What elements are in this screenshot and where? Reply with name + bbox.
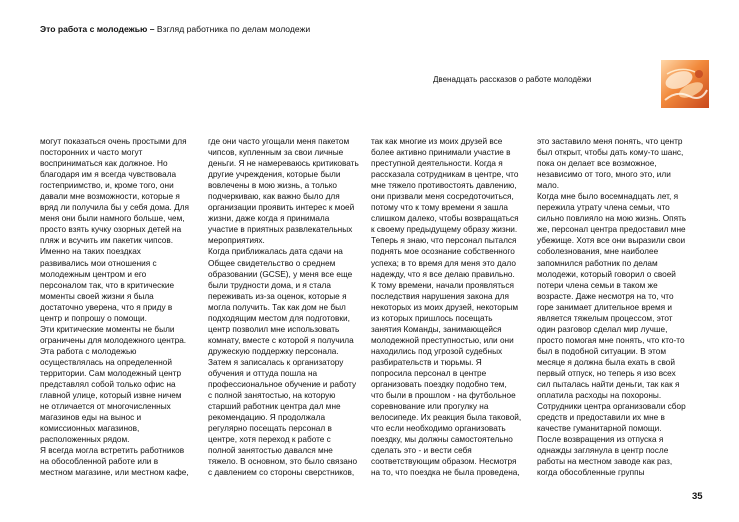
text-line: Когда приближалась дата сдачи на bbox=[208, 247, 343, 257]
text-line: находились под угрозой судебных bbox=[371, 346, 503, 356]
text-line: Эти критические моменты не были bbox=[40, 324, 175, 334]
text-line: подходящим местом для подготовки, bbox=[208, 313, 350, 323]
text-line: восприниматься как должное. Но bbox=[40, 159, 168, 169]
text-line: некоторых из моих друзей, некоторым bbox=[371, 302, 519, 312]
text-line: пока он делает все возможное, bbox=[537, 159, 657, 169]
text-line: просто помогая мне понять, что кто-то bbox=[537, 335, 685, 345]
text-line: пережила утрату члена семьи, что bbox=[537, 203, 670, 213]
text-line: соревнование или прогулку на bbox=[371, 402, 489, 412]
text-line: сильно повлияло на мою жизнь. Опять bbox=[537, 214, 687, 224]
text-line: был в подобной ситуации. В этом bbox=[537, 346, 667, 356]
page-number: 35 bbox=[692, 491, 703, 502]
text-column-3 bbox=[371, 136, 521, 478]
header-title: Это работа с молодежью – bbox=[40, 24, 155, 34]
text-line: организовать поездку подобно тем, bbox=[371, 380, 507, 390]
text-line: запомнился работник по делам bbox=[537, 258, 658, 268]
header-subtitle: Взгляд работника по делам молодежи bbox=[156, 24, 311, 34]
text-line: После возвращения из отпуска я bbox=[537, 435, 664, 445]
text-line: центр позволил мне использовать bbox=[208, 324, 340, 334]
text-line: тяжело. В основном, это было связано bbox=[208, 457, 358, 467]
text-line: к своему предыдущему образу жизни. bbox=[371, 225, 518, 235]
text-line: К тому времени, начали проявляться bbox=[371, 280, 514, 290]
text-line: просто взять кучку озорных детей на bbox=[40, 225, 182, 235]
text-line: Теперь я знаю, что персонал пытался bbox=[371, 236, 517, 246]
text-line: работы на местном заводе как раз, bbox=[537, 457, 673, 467]
text-line: на обособленной работе или в bbox=[40, 457, 159, 467]
text-line: первый отпуск, но теперь я изо всех bbox=[537, 368, 676, 378]
text-line: качестве гуманитарной помощи. bbox=[537, 424, 662, 434]
text-line: из которых пришлось посещать bbox=[371, 313, 493, 323]
text-line: когда обособленные группы bbox=[537, 468, 645, 478]
text-line: вряд ли получила бы у себя дома. Для bbox=[40, 203, 189, 213]
text-line: поездку, мы должны самостоятельно bbox=[371, 435, 513, 445]
text-line: ограничены для молодежного центра. bbox=[40, 335, 187, 345]
text-line: молодежным центром и его bbox=[40, 269, 147, 279]
text-line: поднять мое осознание собственного bbox=[371, 247, 515, 257]
text-line: Когда мне было восемнадцать лет, я bbox=[537, 192, 679, 202]
text-line: занятия Команды, занимающейся bbox=[371, 324, 502, 334]
text-line: вовлечены в мою жизнь, а только bbox=[208, 181, 338, 191]
text-line: расположенных рядом. bbox=[40, 435, 130, 445]
text-column-1 bbox=[40, 136, 189, 478]
text-line: представлял собой только офис на bbox=[40, 380, 176, 390]
text-line: организации проявить интерес к моей bbox=[208, 203, 355, 213]
text-line: что если необходимо организовать bbox=[371, 424, 506, 434]
text-line: они призвали меня сосредоточиться, bbox=[371, 192, 514, 202]
text-line: Эта работа с молодежью bbox=[40, 346, 137, 356]
text-line: был открыт, чтобы дать кому-то шанс, bbox=[537, 148, 684, 158]
section-title: Двенадцать рассказов о работе молодёжи bbox=[433, 75, 592, 84]
text-line: магазинов еды на вынос и bbox=[40, 413, 142, 423]
text-line: не отличается от многочисленных bbox=[40, 402, 171, 412]
text-line: благодаря им я всегда чувствовала bbox=[40, 170, 177, 180]
text-line: мне тяжело противостоять давлению, bbox=[371, 181, 517, 191]
text-line: центре, хотя переход к работе с bbox=[208, 435, 331, 445]
text-line: Затем я записалась к организатору bbox=[208, 357, 344, 367]
text-line: независимо от того, много это, или bbox=[537, 170, 671, 180]
text-line: соответствующим образом. Несмотря bbox=[371, 457, 517, 467]
text-line: местном магазине, или местном кафе, bbox=[40, 468, 189, 478]
text-line: обучения и оттуда пошла на bbox=[208, 368, 318, 378]
text-line: велосипеде. Их реакция была таковой, bbox=[371, 413, 522, 423]
text-line: осуществлялась на определенной bbox=[40, 357, 172, 367]
text-line: жизни, даже когда я принимала bbox=[208, 214, 330, 224]
text-line: преступной деятельности. Когда я bbox=[371, 159, 503, 169]
flame-photo-icon bbox=[661, 60, 709, 108]
text-line: что были в прошлом - на футбольное bbox=[371, 391, 516, 401]
text-column-2 bbox=[208, 136, 359, 478]
text-line: давали мне возможности, которые я bbox=[40, 192, 180, 202]
text-line: успеха; в то время для меня это дало bbox=[371, 258, 516, 268]
text-line: на то, что поездка не была проведена, bbox=[371, 468, 520, 478]
text-line: участие в приятных развлекательных bbox=[208, 225, 353, 235]
text-line: чипсов, купленным за свои личные bbox=[208, 148, 344, 158]
text-line: деньги. Я не намереваюсь критиковать bbox=[208, 159, 359, 169]
text-line: были трудности дома, и я стала bbox=[208, 280, 331, 290]
text-line: пляж и всучить им пакетик чипсов. bbox=[40, 236, 174, 246]
text-line: дружескую поддержку персонала. bbox=[208, 346, 339, 356]
text-line: Именно на таких поездках bbox=[40, 247, 141, 257]
text-line: средств и предоставили их мне в bbox=[537, 413, 665, 423]
text-line: регулярно посещать персонал в bbox=[208, 424, 332, 434]
text-line: профессиональное обучение и работу bbox=[208, 380, 357, 390]
text-line: другие учреждения, которые были bbox=[208, 170, 341, 180]
text-line: персоналом так, что в критические bbox=[40, 280, 175, 290]
text-line: посторонних и часто могут bbox=[40, 148, 143, 158]
text-line: переживать из-за оценок, которые я bbox=[208, 291, 347, 301]
text-line: более активно принимали участие в bbox=[371, 148, 511, 158]
text-line: месяце я должна была ехать в свой bbox=[537, 357, 675, 367]
text-line: рекомендацию. Я продолжала bbox=[208, 413, 326, 423]
text-line: разбирательств и тюрьмы. Я bbox=[371, 357, 482, 367]
text-line: развивались мои отношения с bbox=[40, 258, 157, 268]
text-line: молодежной преступностью, или они bbox=[371, 335, 514, 345]
text-line: Я всегда могла встретить работников bbox=[40, 446, 185, 456]
text-line: могут показаться очень простыми для bbox=[40, 137, 187, 146]
text-line: мало. bbox=[537, 181, 560, 191]
text-line: так как многие из моих друзей все bbox=[371, 137, 503, 146]
text-line: территории. Сам молодежный центр bbox=[40, 368, 182, 378]
text-line: Сотрудники центра организовали сбор bbox=[537, 402, 686, 412]
text-line: молодежи, который говорил о своей bbox=[537, 269, 676, 279]
text-line: гостеприимство, и, кроме того, они bbox=[40, 181, 174, 191]
text-line: комнату, вместе с которой я получила bbox=[208, 335, 354, 345]
text-line: главной улице, который извне ничем bbox=[40, 391, 182, 401]
text-line: меня они были намного больше, чем, bbox=[40, 214, 185, 224]
text-line: образовании (GCSE), у меня все еще bbox=[208, 269, 353, 279]
text-line: один разговор сделал мир лучше, bbox=[537, 324, 668, 334]
text-line: сделать это - и вести себя bbox=[371, 446, 472, 456]
text-line: горе занимает длительное время и bbox=[537, 302, 673, 312]
text-line: моменты своей жизни я была bbox=[40, 291, 154, 301]
text-line: потому что к тому времени я зашла bbox=[371, 203, 508, 213]
text-line: потери члена семьи в таком же bbox=[537, 280, 658, 290]
text-line: же, персонал центра предоставил мне bbox=[537, 225, 686, 235]
text-line: это заставило меня понять, что центр bbox=[537, 137, 683, 146]
text-line: полной занятостью давался мне bbox=[208, 446, 333, 456]
text-line: однажды заглянула в центр после bbox=[537, 446, 669, 456]
text-line: старший работник центра дал мне bbox=[208, 402, 341, 412]
text-line: подчеркиваю, как важно было для bbox=[208, 192, 340, 202]
text-line: с полной занятостью, на которую bbox=[208, 391, 336, 401]
text-line: оплатила расходы на похороны. bbox=[537, 391, 662, 401]
text-line: где они часто угощали меня пакетом bbox=[208, 137, 350, 146]
text-line: сил пыталась найти деньги, так как я bbox=[537, 380, 680, 390]
text-line: Общее свидетельство о среднем bbox=[208, 258, 336, 268]
text-line: убежище. Хотя все они выразили свои bbox=[537, 236, 686, 246]
running-header bbox=[40, 24, 700, 35]
text-line: рассказала сотрудникам в центре, что bbox=[371, 170, 519, 180]
text-column-4 bbox=[537, 136, 686, 478]
text-line: мероприятиях. bbox=[208, 236, 265, 246]
text-line: комиссионных магазинов, bbox=[40, 424, 140, 434]
text-line: попросила персонал в центре bbox=[371, 368, 487, 378]
text-line: достаточно уверена, что я приду в bbox=[40, 302, 173, 312]
text-line: соболезнования, мне наиболее bbox=[537, 247, 659, 257]
text-line: могла получить. Так как дом не был bbox=[208, 302, 346, 312]
text-line: последствия нарушения закона для bbox=[371, 291, 509, 301]
text-line: возрасте. Даже несмотря на то, что bbox=[537, 291, 674, 301]
text-line: слишком далеко, чтобы возвращаться bbox=[371, 214, 519, 224]
text-line: с давлением со стороны сверстников, bbox=[208, 468, 355, 478]
text-line: надежду, что я все делаю правильно. bbox=[371, 269, 515, 279]
text-line: центр и попрошу о помощи. bbox=[40, 313, 147, 323]
text-line: является тяжелым процессом, этот bbox=[537, 313, 673, 323]
